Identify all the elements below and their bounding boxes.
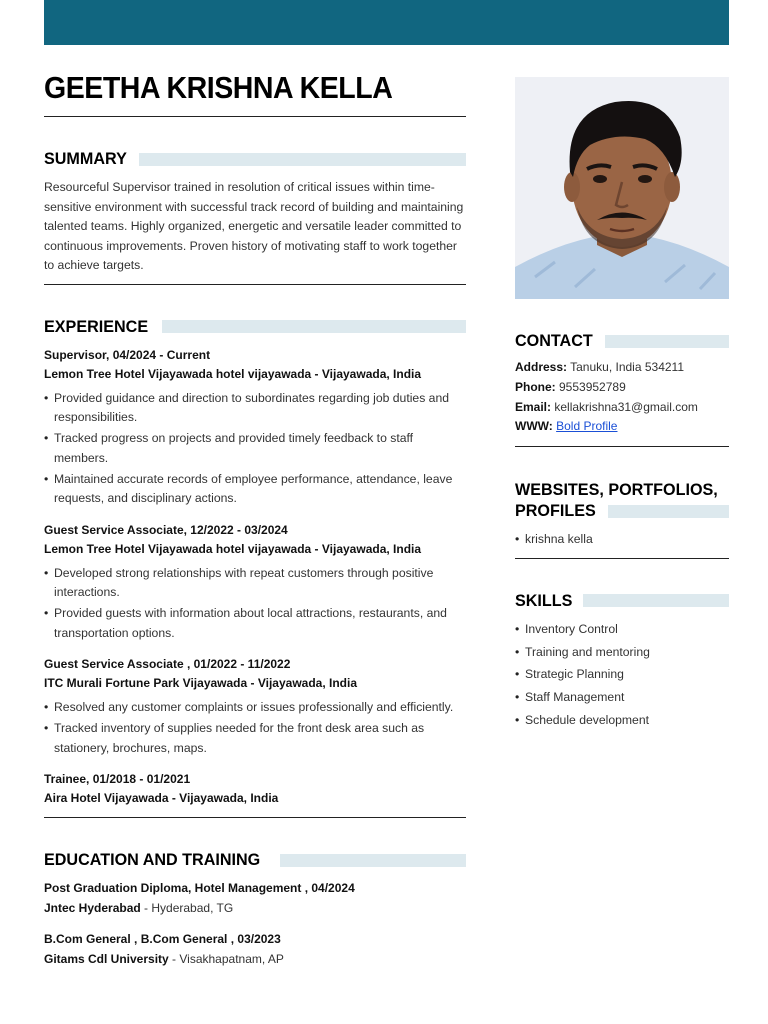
degree-field: , Hotel Management , 04/2024 bbox=[188, 881, 355, 895]
list-item: • Tracked progress on projects and provided timely feedback to staff members. bbox=[44, 429, 466, 468]
list-item: • Schedule development bbox=[515, 709, 729, 732]
education-degree bbox=[44, 930, 466, 950]
school-name: Gitams Cdl University bbox=[44, 951, 169, 966]
header-accent-bar bbox=[44, 0, 729, 45]
websites-title-line1: WEBSITES, PORTFOLIOS, bbox=[515, 480, 718, 500]
school-name: Jntec Hyderabad bbox=[44, 900, 141, 915]
phone-value: 9553952789 bbox=[555, 379, 626, 394]
degree-name: B.Com General bbox=[44, 932, 131, 946]
education-entry bbox=[44, 930, 466, 969]
list-item: • Resolved any customer complaints or issues professionally and efficiently. bbox=[44, 698, 466, 718]
phone-label: Phone: bbox=[515, 379, 556, 394]
person-portrait-icon bbox=[515, 77, 729, 299]
job-company: Aira Hotel Vijayawada - Vijayawada, India bbox=[44, 791, 279, 805]
divider bbox=[515, 558, 729, 559]
list-item: • Strategic Planning bbox=[515, 663, 729, 686]
contact-phone bbox=[515, 378, 729, 398]
skills-section-header bbox=[515, 591, 729, 611]
section-bar bbox=[162, 320, 466, 333]
contact-email bbox=[515, 398, 729, 418]
education-entry bbox=[44, 879, 466, 918]
job-entry bbox=[44, 770, 466, 817]
job-role: Trainee bbox=[44, 772, 87, 786]
sidebar-column bbox=[515, 77, 729, 731]
job-title bbox=[44, 770, 466, 789]
education-degree bbox=[44, 879, 466, 899]
websites-title-line2: PROFILES bbox=[515, 501, 596, 521]
job-dates: , 01/2018 - 01/2021 bbox=[86, 772, 191, 786]
list-item: • krishna kella bbox=[515, 528, 729, 551]
summary-section-header bbox=[44, 149, 466, 169]
job-title bbox=[44, 346, 466, 365]
job-title bbox=[44, 521, 466, 540]
summary-text: Resourceful Supervisor trained in resolution of critical issues within time-sensitive environment with successful track record of building and maintaining talented teams. Highly organized, energetic and versatile leader committed to continuous improvements. Proven history of motivating staff to work together to achieve targets. bbox=[44, 180, 464, 272]
websites-list bbox=[515, 528, 729, 558]
divider bbox=[44, 284, 466, 285]
websites-title-row-2 bbox=[515, 501, 729, 521]
skills-list bbox=[515, 618, 729, 732]
job-bullets bbox=[44, 389, 466, 509]
www-label: WWW: bbox=[515, 419, 553, 434]
divider bbox=[44, 116, 466, 117]
education-title: EDUCATION AND TRAINING bbox=[44, 850, 261, 869]
websites-section-header bbox=[515, 480, 729, 521]
address-label: Address: bbox=[515, 360, 568, 374]
main-column bbox=[44, 70, 466, 969]
divider bbox=[515, 446, 729, 447]
list-item: • Tracked inventory of supplies needed for the front desk area such as stationery, brochures, maps. bbox=[44, 719, 466, 758]
job-role: Guest Service Associate bbox=[44, 522, 184, 537]
section-bar bbox=[608, 505, 729, 518]
address-value: Tanuku, India 534211 bbox=[567, 360, 685, 374]
job-entry bbox=[44, 655, 466, 758]
degree-field: , B.Com General , 03/2023 bbox=[130, 932, 281, 946]
job-dates: , 04/2024 - Current bbox=[106, 347, 211, 362]
contact-address bbox=[515, 358, 729, 378]
bold-profile-link[interactable]: Bold Profile bbox=[556, 419, 618, 434]
job-company: ITC Murali Fortune Park Vijayawada - Vijayawada, India bbox=[44, 676, 357, 690]
experience-section-header bbox=[44, 317, 466, 337]
skills-title: SKILLS bbox=[515, 590, 573, 610]
list-item: • Provided guidance and direction to subordinates regarding job duties and responsibilities. bbox=[44, 389, 466, 428]
education-school bbox=[44, 899, 466, 919]
list-item: • Inventory Control bbox=[515, 618, 729, 641]
job-title bbox=[44, 655, 466, 674]
school-location: - Visakhapatnam, AP bbox=[168, 951, 284, 966]
section-bar bbox=[280, 854, 466, 867]
email-value[interactable]: kellakrishna31@gmail.com bbox=[551, 399, 698, 414]
job-entry bbox=[44, 346, 466, 509]
divider bbox=[44, 817, 466, 818]
list-item: • Training and mentoring bbox=[515, 641, 729, 664]
list-item: • Provided guests with information about local attractions, restaurants, and transportation options. bbox=[44, 604, 466, 643]
job-bullets bbox=[44, 698, 466, 758]
experience-title: EXPERIENCE bbox=[44, 316, 149, 336]
email-label: Email: bbox=[515, 399, 552, 414]
section-bar bbox=[583, 594, 729, 607]
education-section-header bbox=[44, 850, 466, 870]
job-bullets bbox=[44, 564, 466, 644]
education-school bbox=[44, 950, 466, 970]
contact-www bbox=[515, 417, 729, 437]
candidate-name: GEETHA KRISHNA KELLA bbox=[44, 70, 393, 105]
summary-title: SUMMARY bbox=[44, 149, 127, 168]
job-dates: , 01/2022 - 11/2022 bbox=[186, 657, 291, 671]
list-item: • Developed strong relationships with repeat customers through positive interactions. bbox=[44, 564, 466, 603]
section-bar bbox=[605, 335, 729, 348]
job-role: Guest Service Associate bbox=[44, 657, 187, 671]
job-company: Lemon Tree Hotel Vijayawada hotel vijayawada - Vijayawada, India bbox=[44, 366, 422, 381]
section-bar bbox=[139, 153, 466, 166]
school-location: - Hyderabad, TG bbox=[140, 900, 234, 915]
list-item: • Staff Management bbox=[515, 686, 729, 709]
contact-section-header bbox=[515, 331, 729, 351]
job-company: Lemon Tree Hotel Vijayawada hotel vijayawada - Vijayawada, India bbox=[44, 541, 422, 556]
contact-details bbox=[515, 358, 729, 446]
websites-title-row-1 bbox=[515, 480, 729, 500]
degree-name: Post Graduation Diploma bbox=[44, 881, 189, 895]
list-item: • Maintained accurate records of employee performance, attendance, leave requests, and disciplinary actions. bbox=[44, 470, 466, 509]
job-entry bbox=[44, 521, 466, 644]
profile-photo bbox=[515, 77, 729, 299]
contact-title: CONTACT bbox=[515, 331, 593, 350]
job-role: Supervisor bbox=[44, 347, 107, 362]
job-dates: , 12/2022 - 03/2024 bbox=[183, 522, 288, 537]
